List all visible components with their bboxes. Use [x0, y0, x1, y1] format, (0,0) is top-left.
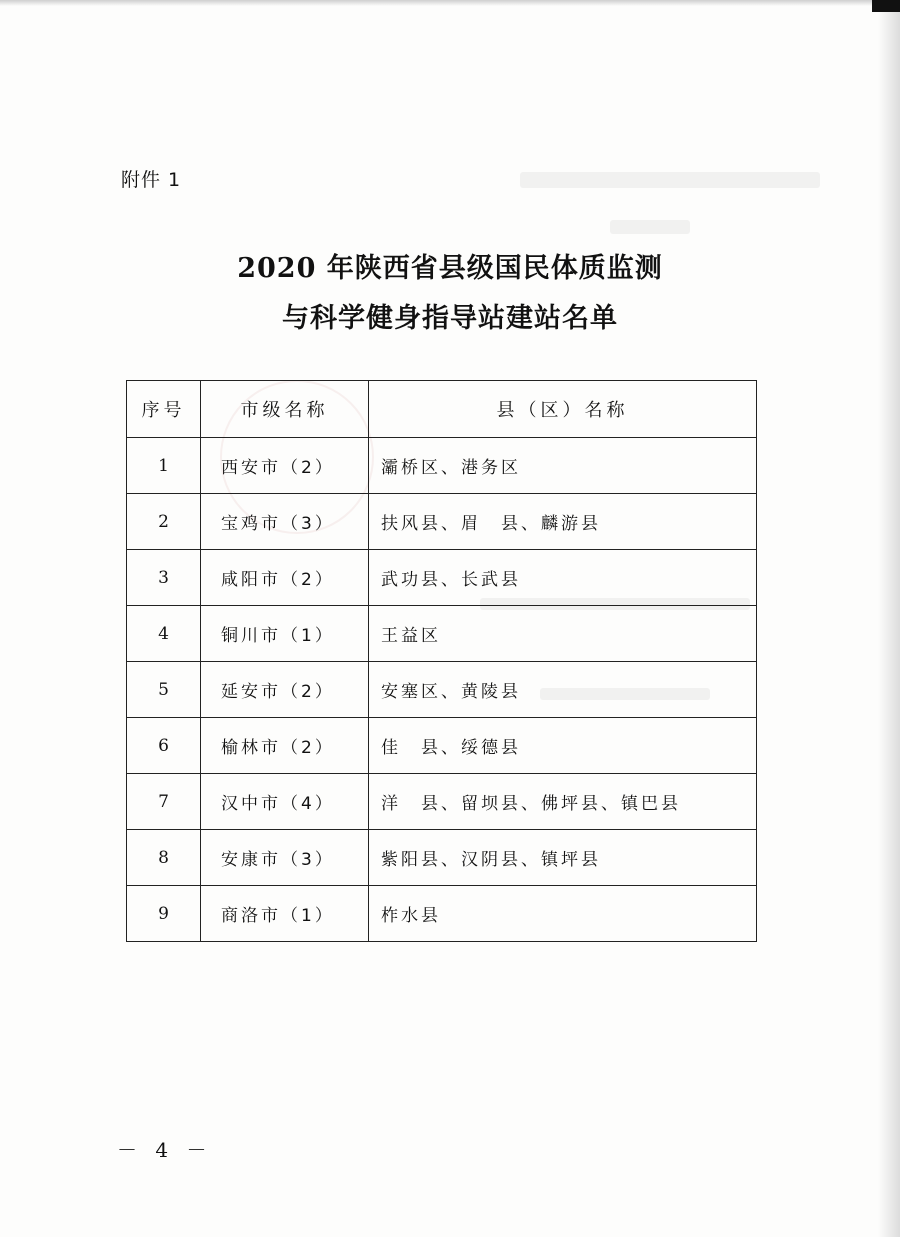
- table-header-row: [127, 381, 757, 438]
- row-city: 延安市（2）: [201, 662, 369, 718]
- title-line-2: 与科学健身指导站建站名单: [282, 303, 618, 334]
- show-through-bleed: [520, 172, 820, 188]
- row-index: 3: [127, 550, 201, 606]
- row-index: 9: [127, 886, 201, 942]
- scan-edge-right: [878, 0, 900, 1237]
- header-index: 序号: [127, 381, 201, 438]
- row-city: 安康市（3）: [201, 830, 369, 886]
- row-county: 王益区: [369, 606, 757, 662]
- station-table: [126, 380, 757, 942]
- row-index: 7: [127, 774, 201, 830]
- table-row: [127, 606, 757, 662]
- table-row: [127, 886, 757, 942]
- header-county: 县（区）名称: [369, 381, 757, 438]
- row-index: 5: [127, 662, 201, 718]
- row-city: 铜川市（1）: [201, 606, 369, 662]
- row-county: 灞桥区、港务区: [369, 438, 757, 494]
- row-index: 2: [127, 494, 201, 550]
- table-row: [127, 830, 757, 886]
- show-through-bleed: [610, 220, 690, 234]
- table-row: [127, 718, 757, 774]
- row-city: 汉中市（4）: [201, 774, 369, 830]
- row-index: 4: [127, 606, 201, 662]
- row-city: 榆林市（2）: [201, 718, 369, 774]
- row-county: 洋 县、留坝县、佛坪县、镇巴县: [369, 774, 757, 830]
- scan-corner-mark: [872, 0, 900, 12]
- row-county: 紫阳县、汉阴县、镇坪县: [369, 830, 757, 886]
- table-row: [127, 550, 757, 606]
- table-row: [127, 774, 757, 830]
- table-row: [127, 494, 757, 550]
- row-index: 8: [127, 830, 201, 886]
- row-city: 宝鸡市（3）: [201, 494, 369, 550]
- row-county: 柞水县: [369, 886, 757, 942]
- row-city: 咸阳市（2）: [201, 550, 369, 606]
- table-row: [127, 438, 757, 494]
- title-line-1: 2020 年陕西省县级国民体质监测: [237, 253, 663, 284]
- table-row: [127, 662, 757, 718]
- scan-edge-top: [0, 0, 900, 6]
- row-city: 西安市（2）: [201, 438, 369, 494]
- page-number: － 4 －: [117, 1138, 213, 1162]
- row-city: 商洛市（1）: [201, 886, 369, 942]
- header-city: 市级名称: [201, 381, 369, 438]
- row-index: 6: [127, 718, 201, 774]
- row-county: 扶风县、眉 县、麟游县: [369, 494, 757, 550]
- row-county: 武功县、长武县: [369, 550, 757, 606]
- row-county: 安塞区、黄陵县: [369, 662, 757, 718]
- row-county: 佳 县、绥德县: [369, 718, 757, 774]
- document-title: [0, 244, 900, 344]
- attachment-label: 附件 1: [121, 169, 182, 191]
- row-index: 1: [127, 438, 201, 494]
